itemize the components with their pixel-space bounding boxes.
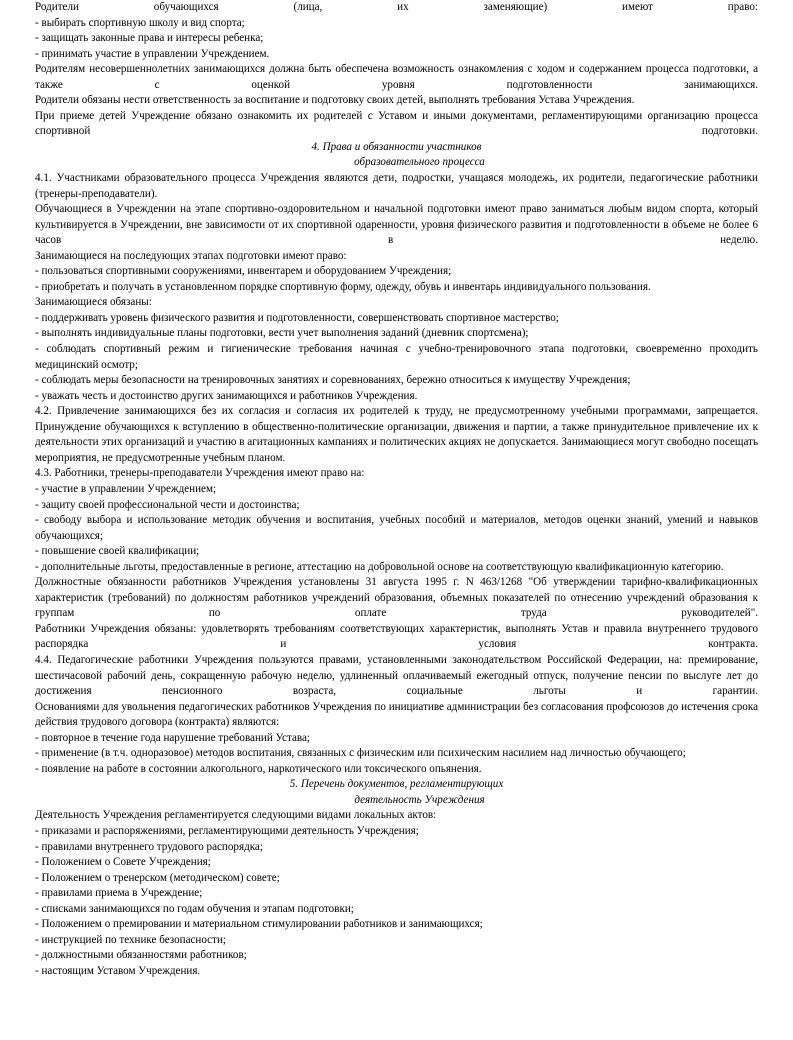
list-item: - правилами приема в Учреждение; <box>35 887 203 900</box>
paragraph: Работники Учреждения обязаны: удовлетворять требованиям соответствующих характеристик, выполнять Устав и правила внутреннего трудового распорядка и условия контракта. <box>35 622 758 651</box>
list-item: - поддерживать уровень физического развития и подготовленности, совершенствовать спортивное мастерство; <box>35 311 559 324</box>
paragraph: Родителям несовершеннолетних занимающихся должна быть обеспечена возможность ознакомления с ходом и содержанием процесса подготовки, а также с оценкой уровня подготовленности занимающихся. <box>35 63 758 91</box>
list-item: - применение (в т.ч. одноразовое) методов воспитания, связанных с физическим или психическим насилием над личностью обучающего; <box>35 747 686 760</box>
list-item: - уважать честь и достоинство других занимающихся и работников Учреждения. <box>35 389 418 402</box>
paragraph: 4.3. Работники, тренеры-преподаватели Учреждения имеют право на: <box>35 467 365 480</box>
list-item: - Положением о премировании и материальном стимулировании работников и занимающихся; <box>35 918 483 931</box>
list-item: - Положением о тренерском (методическом) совете; <box>35 871 280 884</box>
paragraph: Должностные обязанности работников Учреждения установлены 31 августа 1995 г. N 463/1268 "Об утверждении тарифно-квалификационных характеристик (требований) по должностям работников учреждений образования, объемных показателей по отнесению учреждений образования к группам по оплате труда руководителей". <box>35 576 758 620</box>
list-item: - повышение своей квалификации; <box>35 545 200 558</box>
list-item: - инструкцией по технике безопасности; <box>35 933 226 946</box>
document-body <box>35 0 758 979</box>
paragraph: Занимающиеся на последующих этапах подготовки имеют право: <box>35 249 347 262</box>
section-heading-5-line2: деятельность Учреждения <box>354 793 485 806</box>
list-item: - Положением о Совете Учреждения; <box>35 856 211 869</box>
section-heading-4-line2: образовательного процесса <box>354 156 485 169</box>
list-item: - настоящим Уставом Учреждения. <box>35 964 201 977</box>
list-item: - выполнять индивидуальные планы подготовки, вести учет выполнения заданий (дневник спортсмена); <box>35 327 529 340</box>
paragraph: Деятельность Учреждения регламентируется следующими видами локальных актов: <box>35 809 437 822</box>
list-item: - участие в управлении Учреждением; <box>35 482 217 495</box>
list-item: - приобретать и получать в установленном порядке спортивную форму, одежду, обувь и инвентарь индивидуального пользования. <box>35 280 651 293</box>
list-item: - списками занимающихся по годам обучения и этапам подготовки; <box>35 902 354 915</box>
list-item: - защищать законные права и интересы ребенка; <box>35 32 264 45</box>
section-heading-4-line1: 4. Права и обязанности участников <box>311 140 482 153</box>
paragraph: При приеме детей Учреждение обязано ознакомить их родителей с Уставом и иными документами, регламентирующими организацию процесса спортивной подготовки. <box>35 109 758 138</box>
paragraph: Основаниями для увольнения педагогических работников Учреждения по инициативе администрации без согласования профсоюзов до истечения срока действия трудового договора (контракта) являются: <box>35 700 758 729</box>
paragraph: 4.2. Привлечение занимающихся без их согласия и согласия их родителей к труду, не предусмотренному учебными программами, запрещается. Принуждение обучающихся к вступлению в общественно-политические организации, движения и партии, а также принудительное привлечение их к деятельности этих организаций и участию в агитационных кампаниях и политических акциях не допускается. Занимающиеся могут свободно посещать мероприятия, не предусмотренные учебным планом. <box>35 405 758 464</box>
list-item: - защиту своей профессиональной чести и достоинства; <box>35 498 300 511</box>
section-heading-4 <box>35 140 758 171</box>
list-item: - должностными обязанностями работников; <box>35 949 247 962</box>
paragraph: Родители обязаны нести ответственность за воспитание и подготовку своих детей, выполнять требования Устава Учреждения. <box>35 94 635 107</box>
list-item: - принимать участие в управлении Учреждением. <box>35 47 270 60</box>
list-item: - соблюдать спортивный режим и гигиенические требования начиная с учебно-тренировочного этапа подготовки, своевременно проходить медицинский осмотр; <box>35 343 758 371</box>
list-item: - дополнительные льготы, предоставленные в регионе, аттестацию на добровольной основе на соответствующую квалификационную категорию. <box>35 560 724 573</box>
paragraph: 4.1. Участниками образовательного процесса Учреждения являются дети, подростки, учащаяся молодежь, их родители, педагогические работники (тренеры-преподаватели). <box>35 172 758 200</box>
paragraph: Обучающиеся в Учреждении на этапе спортивно-оздоровительном и начальной подготовки имеют право заниматься любым видом спорта, который культивируется в Учреждении, вне зависимости от их спортивной одаренности, уровня физического развития и подготовленности в объеме не более 6 часов в неделю. <box>35 203 758 247</box>
paragraph: Занимающиеся обязаны: <box>35 296 152 309</box>
list-item: - соблюдать меры безопасности на тренировочных занятиях и соревнованиях, бережно относиться к имуществу Учреждения; <box>35 374 631 387</box>
section-heading-5 <box>35 777 758 808</box>
list-item: - появление на работе в состоянии алкогольного, наркотического или токсического опьянения. <box>35 762 482 775</box>
list-item: - выбирать спортивную школу и вид спорта; <box>35 16 245 29</box>
list-item: - повторное в течение года нарушение требований Устава; <box>35 731 310 744</box>
list-item: - правилами внутреннего трудового распорядка; <box>35 840 263 853</box>
list-item: - пользоваться спортивными сооружениями, инвентарем и оборудованием Учреждения; <box>35 265 452 278</box>
section-heading-5-line1: 5. Перечень документов, регламентирующих <box>289 778 504 791</box>
list-item: - свободу выбора и использование методик обучения и воспитания, учебных пособий и материалов, методов оценки знаний, умений и навыков обучающихся; <box>35 514 758 542</box>
list-item: - приказами и распоряжениями, регламентирующими деятельность Учреждения; <box>35 824 419 837</box>
paragraph: Родители обучающихся (лица, их заменяющие) имеют право: <box>35 1 758 13</box>
paragraph: 4.4. Педагогические работники Учреждения пользуются правами, установленными законодательством Российской Федерации, на: премирование, шестичасовой рабочий день, сокращенную рабочую неделю, удлиненный оплачиваемый ежегодный отпуск, получение пенсии по выслуге лет до достижения пенсионного возраста, социальные льготы и гарантии. <box>35 653 758 698</box>
